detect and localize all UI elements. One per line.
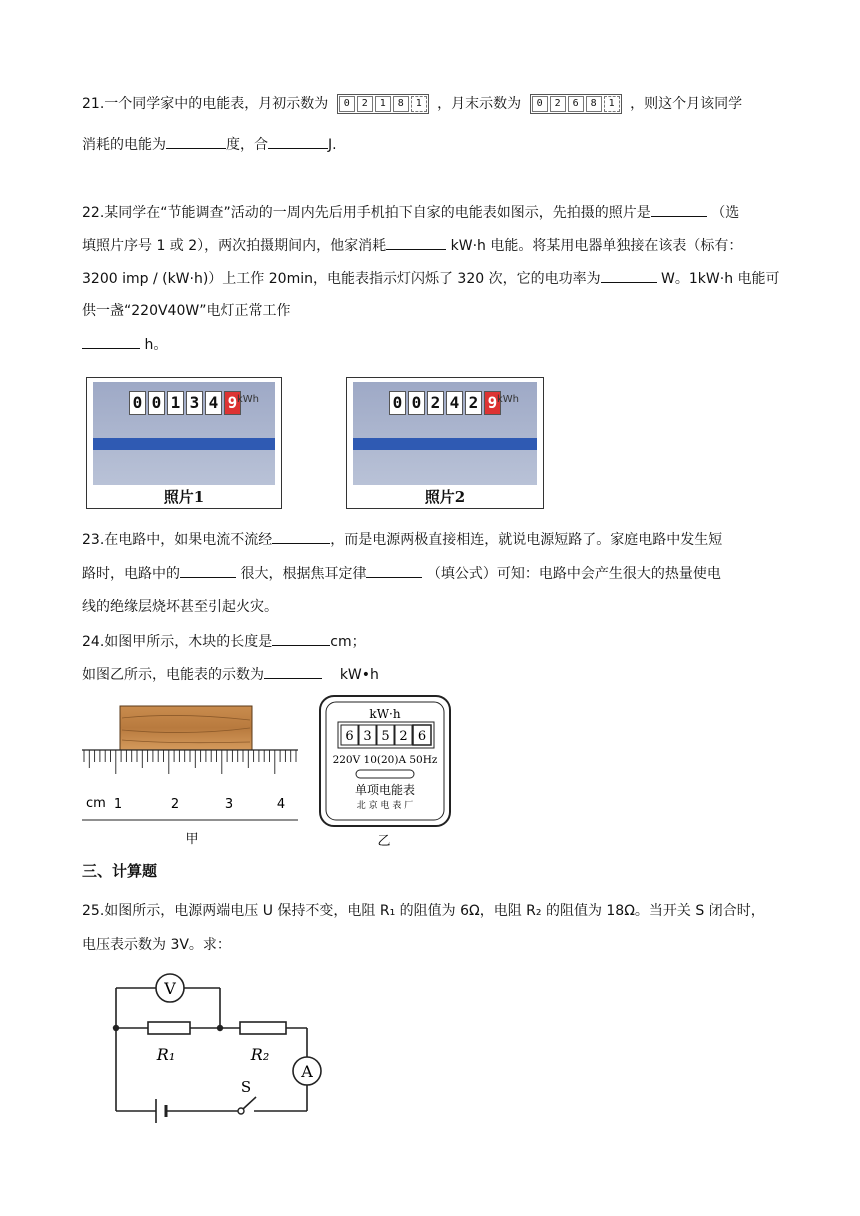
answer-blank — [264, 664, 322, 679]
q22-line5: h。 — [82, 334, 167, 355]
ruler-label-4: 4 — [276, 797, 286, 812]
meter-digit: 3 — [363, 729, 372, 744]
meter-name: 单项电能表 — [354, 783, 416, 797]
meter-photo-2: 0 0 2 4 2 9 kWh 照片2 — [346, 377, 544, 509]
answer-blank — [268, 134, 328, 149]
r1-label: R₁ — [156, 1045, 176, 1064]
q25-line1: 25.如图所示，电源两端电压 U 保持不变，电阻 R₁ 的阻值为 6Ω，电阻 R₂ 的阻值为 18Ω。当开关 S 闭合时， — [82, 903, 765, 919]
ruler-label-1: 1 — [113, 797, 123, 812]
q21-start-meter: 0 2 1 8 1 — [337, 94, 429, 114]
answer-blank — [82, 334, 140, 349]
ammeter-label: A — [301, 1062, 313, 1081]
answer-blank — [601, 268, 657, 283]
wood-block — [120, 706, 252, 750]
q22-line2: 填照片序号 1 或 2），两次拍摄期间内，他家消耗 kW·h 电能。将某用电器单独接在该表（标有： — [82, 235, 742, 256]
answer-blank — [272, 529, 330, 544]
meter-unit: kW·h — [369, 707, 401, 721]
meter-digit: 2 — [399, 729, 408, 744]
meter-maker: 北 京 电 表 厂 — [356, 801, 414, 811]
answer-blank — [386, 235, 446, 250]
q22-line1: 22.某同学在“节能调查”活动的一周内先后用手机拍下自家的电能表如图示，先拍摄的照片是 （选 — [82, 202, 739, 223]
meter-digit-decimal: 6 — [417, 729, 427, 744]
q23-line1: 23.在电路中，如果电流不流经 ，而是电源两极直接相连，就说电源短路了。家庭电路中发生短 — [82, 529, 722, 550]
answer-blank — [272, 631, 330, 646]
q23-line3: 线的绝缘层烧坏甚至引起火灾。 — [82, 599, 278, 615]
q22-line3: 3200 imp / (kW·h)）上工作 20min，电能表指示灯闪烁了 320 次，它的电功率为 W。1kW·h 电能可 — [82, 268, 780, 289]
meter-spec: 220V 10(20)A 50Hz — [332, 754, 438, 766]
switch-lever — [243, 1097, 256, 1109]
answer-blank — [651, 202, 707, 217]
meter-digit: 6 — [345, 729, 354, 744]
q22-line4: 供一盏“220V40W”电灯正常工作 — [82, 303, 291, 319]
q24-line2: 如图乙所示，电能表的示数为 kW•h — [82, 664, 379, 685]
q23-line2: 路时，电路中的 很大，根据焦耳定律 （填公式）可知：电路中会产生很大的热量使电 — [82, 563, 721, 584]
ruler-label-3: 3 — [224, 797, 234, 812]
answer-blank — [180, 563, 236, 578]
switch-label: S — [240, 1078, 252, 1096]
r2-label: R₂ — [250, 1045, 270, 1064]
junction-dot — [217, 1025, 223, 1031]
ruler-label-2: 2 — [170, 797, 180, 812]
q24-line1: 24.如图甲所示，木块的长度是 cm； — [82, 631, 366, 652]
junction-dot — [113, 1025, 119, 1031]
resistor-r1 — [148, 1022, 190, 1034]
ruler-figure — [78, 700, 310, 850]
answer-blank — [366, 563, 422, 578]
voltmeter-label: V — [164, 979, 176, 998]
circuit-diagram — [100, 968, 330, 1128]
q25-line2: 电压表示数为 3V。求： — [82, 937, 231, 953]
q21-end-meter: 0 2 6 8 1 — [530, 94, 622, 114]
meter-photo-1: 0 0 1 3 4 9 kWh 照片1 — [86, 377, 282, 509]
meter-caption: 乙 — [377, 834, 391, 849]
section-title: 三、计算题 — [82, 862, 158, 880]
ruler-ticks — [84, 750, 296, 774]
resistor-r2 — [240, 1022, 286, 1034]
meter-figure — [318, 694, 454, 852]
ruler-unit: cm — [86, 796, 106, 811]
meter-digit: 5 — [381, 729, 390, 744]
q21-line1: 21.一个同学家中的电能表，月初示数为 0 2 1 8 1 ，月末示数为 0 2 6 8 1 ，则这个月该同学 — [82, 96, 743, 112]
q21-line2: 消耗的电能为 度，合 J. — [82, 134, 337, 155]
ruler-caption: 甲 — [185, 832, 199, 847]
answer-blank — [166, 134, 226, 149]
